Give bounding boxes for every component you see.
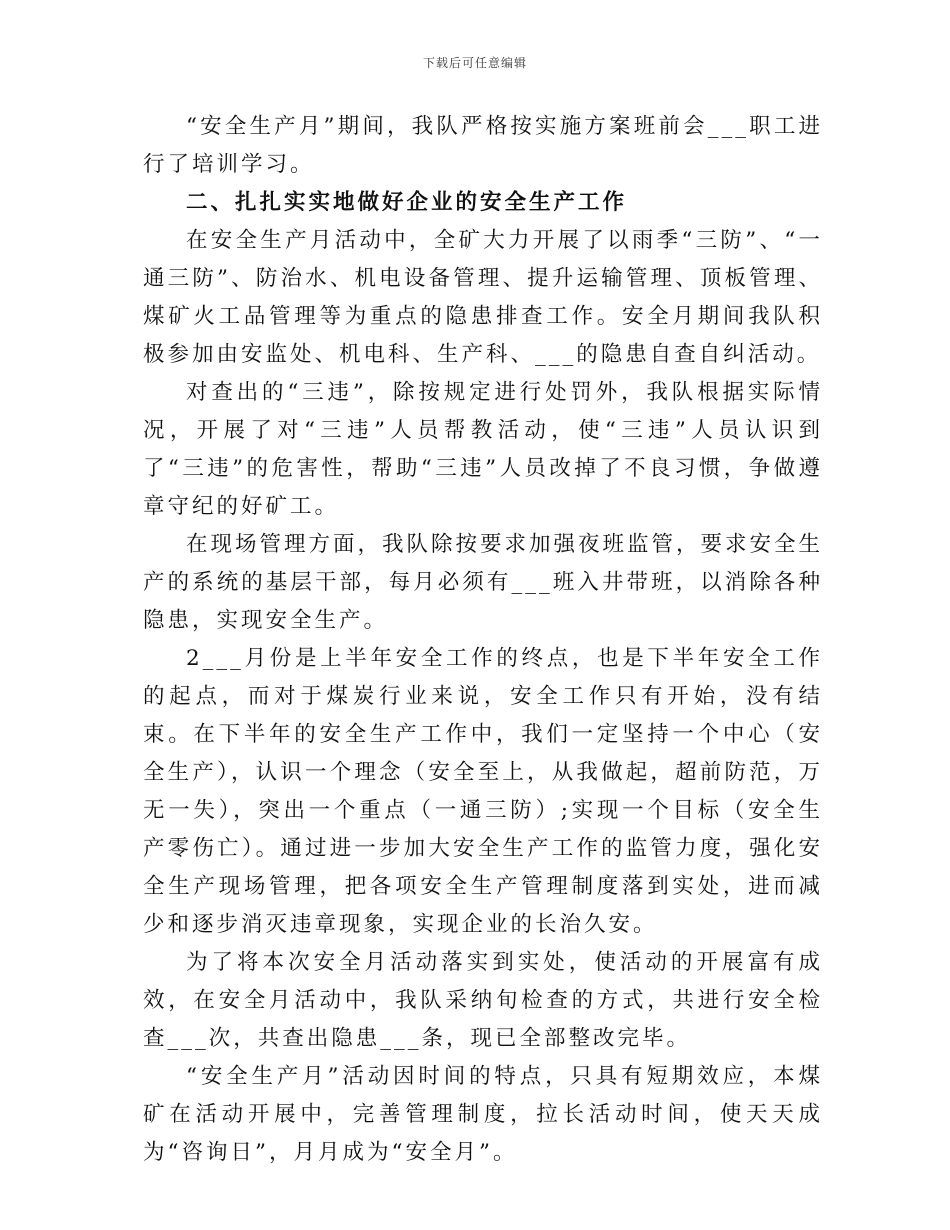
- paragraph-conclusion: “安全生产月”活动因时间的特点，只具有短期效应，本煤矿在活动开展中，完善管理制度，拉长活动时间，使天天成为“咨询日”，月月成为“安全月”。: [143, 1064, 823, 1165]
- paragraph-half-year: 2___月份是上半年安全工作的终点，也是下半年安全工作的起点，而对于煤炭行业来说，安全工作只有开始，没有结束。在下半年的安全生产工作中，我们一定坚持一个中心（安全生产），认识一个理念（安全至上，从我做起，超前防范，万无一失），突出一个重点（一通三防）;实现一个目标（安全生产零伤亡）。通过进一步加大安全生产工作的监管力度，强化安全生产现场管理，把各项安全生产管理制度落到实处，进而减少和逐步消灭违章现象，实现企业的长治久安。: [143, 646, 823, 937]
- paragraph-inspection-results: 为了将本次安全月活动落实到实处，使活动的开展富有成效，在安全月活动中，我队采纳旬检查的方式，共进行安全检查___次，共查出隐患___条，现已全部整改完毕。: [143, 950, 823, 1051]
- paragraph-hazard-inspection: 在安全生产月活动中，全矿大力开展了以雨季“三防”、“一通三防”、防治水、机电设备管理、提升运输管理、顶板管理、煤矿火工品管理等为重点的隐患排查工作。安全月期间我队积极参加由安监处、机电科、生产科、___的隐患自查自纠活动。: [143, 228, 823, 367]
- paragraph-site-management: 在现场管理方面，我队除按要求加强夜班监管，要求安全生产的系统的基层干部，每月必须有___班入井带班，以消除各种隐患，实现安全生产。: [143, 532, 824, 633]
- paragraph-training: “安全生产月”期间，我队严格按实施方案班前会___职工进行了培训学习。: [143, 114, 823, 177]
- page-header: 下载后可任意编辑: [422, 56, 527, 70]
- document-body: [143, 108, 823, 1172]
- section-heading: 二、扎扎实实地做好企业的安全生产工作: [186, 190, 628, 215]
- paragraph-three-violations: 对查出的“三违”，除按规定进行处罚外，我队根据实际情况，开展了对“三违”人员帮教活动，使“三违”人员认识到了“三违”的危害性，帮助“三违”人员改掉了不良习惯，争做遵章守纪的好矿工。: [143, 380, 823, 519]
